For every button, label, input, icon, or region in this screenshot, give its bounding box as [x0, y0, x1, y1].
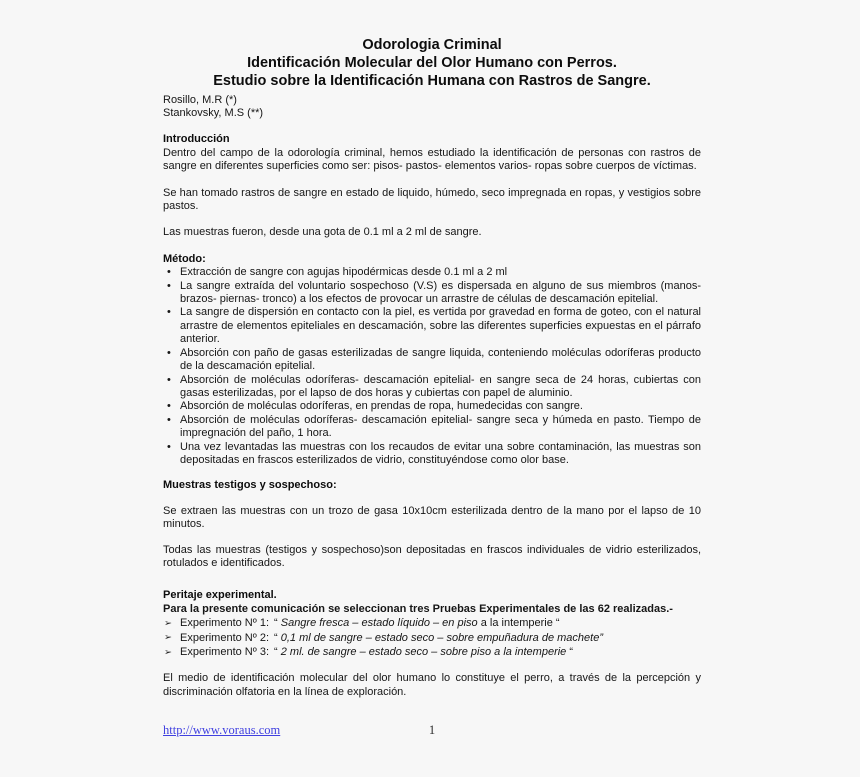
bullet-item: • La sangre de dispersión en contacto con la piel, es vertida por gravedad en forma de goteo, con el natural arrastre de elementos epiteliales en descamación, sobre las diferentes superficies expuestas en el párrafo anterior.	[163, 306, 701, 346]
author-line-2: Stankovsky, M.S (**)	[163, 107, 264, 120]
bullet-item: • Absorción de moléculas odoríferas, en prendas de ropa, humedecidas con sangre.	[163, 400, 701, 413]
quote-mark: “	[274, 646, 278, 659]
document-body	[163, 36, 701, 699]
experiment-label: Experimento Nº 3:	[180, 646, 269, 659]
experiment-item	[163, 616, 701, 630]
bullet-item: • Absorción de moléculas odoríferas- descamación epitelial- sangre seca y húmeda en pasto. Tiempo de impregnación del paño, 1 hora.	[163, 414, 701, 441]
title-line-1: Odorologia Criminal	[362, 37, 502, 53]
section-heading-muestras: Muestras testigos y sospechoso:	[163, 479, 337, 492]
bullet-item: • Absorción con paño de gasas esterilizadas de sangre liquida, conteniendo moléculas odoríferas producto de la descamación epitelial.	[163, 347, 701, 374]
bullet-item: • Extracción de sangre con agujas hipodérmicas desde 0.1 ml a 2 ml	[163, 266, 701, 279]
experiment-description: Sangre fresca – estado líquido – en piso	[280, 617, 478, 630]
experiment-list	[163, 616, 701, 659]
page-footer	[163, 723, 701, 737]
paragraph-muestras-2: Todas las muestras (testigos y sospechoso)son depositadas en frascos individuales de vidrio esterilizados, rotulados e identificados.	[163, 543, 701, 569]
section-heading-peritaje: Peritaje experimental.	[163, 589, 277, 602]
bullet-item: • Una vez levantadas las muestras con los recaudos de evitar una sobre contaminación, las muestras son depositadas en frascos esterilizados de vidrio, constituyéndose como olor base.	[163, 441, 701, 468]
experiment-item	[163, 645, 701, 659]
section-heading-metodo: Método:	[163, 252, 206, 265]
experiment-description: 2 ml. de sangre – estado seco – sobre piso a la intemperie	[280, 646, 567, 659]
peritaje-subheading: Para la presente comunicación se seleccionan tres Pruebas Experimentales de las 62 realizadas.-	[163, 602, 673, 615]
title-line-3: Estudio sobre la Identificación Humana con Rastros de Sangre.	[213, 73, 651, 90]
author-line-1: Rosillo, M.R (*)	[163, 93, 237, 106]
experiment-label: Experimento Nº 2:	[180, 631, 269, 644]
metodo-bullet-list	[163, 266, 701, 467]
paragraph-muestras-1: Se extraen las muestras con un trozo de gasa 10x10cm esterilizada dentro de la mano por el lapso de 10 minutos.	[163, 504, 701, 531]
paragraph-introduccion-2: Se han tomado rastros de sangre en estado de liquido, húmedo, seco impregnada en ropas, y vestigios sobre pastos.	[163, 186, 701, 213]
footer-link[interactable]: http://www.voraus.com	[163, 723, 281, 737]
experiment-description: 0,1 ml de sangre – estado seco – sobre empuñadura de machete”	[280, 631, 603, 644]
paragraph-introduccion-3: Las muestras fueron, desde una gota de 0.1 ml a 2 ml de sangre.	[163, 226, 482, 239]
page-number: 1	[428, 723, 436, 737]
bullet-item: • La sangre extraída del voluntario sospechoso (V.S) es dispersada en alguno de sus miembros (manos- brazos- piernas- tronco) a los efectos de provocar un arrastre de células de descamación epitelial.	[163, 280, 701, 307]
section-heading-introduccion: Introducción	[163, 133, 230, 146]
title-line-2: Identificación Molecular del Olor Humano con Perros.	[247, 55, 617, 72]
authors-block	[163, 94, 701, 121]
experiment-item	[163, 631, 701, 645]
paragraph-introduccion-1: Dentro del campo de la odorología criminal, hemos estudiado la identificación de personas con rastros de sangre en diferentes superficies como ser: pisos- pastos- elementos varios- ropas sobre cuerpos de víctimas.	[163, 146, 701, 173]
bullet-item: • Absorción de moléculas odoríferas- descamación epitelial- en sangre seca de 24 horas, cubiertas con gasas esterilizadas, por el lapso de dos horas y cubiertas con papel de aluminio.	[163, 374, 701, 401]
experiment-tail: a la intemperie “	[477, 617, 560, 630]
quote-mark: “	[274, 631, 278, 644]
experiment-tail: “	[566, 646, 574, 659]
experiment-label: Experimento Nº 1:	[180, 617, 269, 630]
paragraph-peritaje-closing: El medio de identificación molecular del olor humano lo constituye el perro, a través de la percepción y discriminación olfatoria en la línea de exploración.	[163, 672, 701, 698]
title-block	[163, 36, 701, 91]
quote-mark: “	[274, 617, 278, 630]
